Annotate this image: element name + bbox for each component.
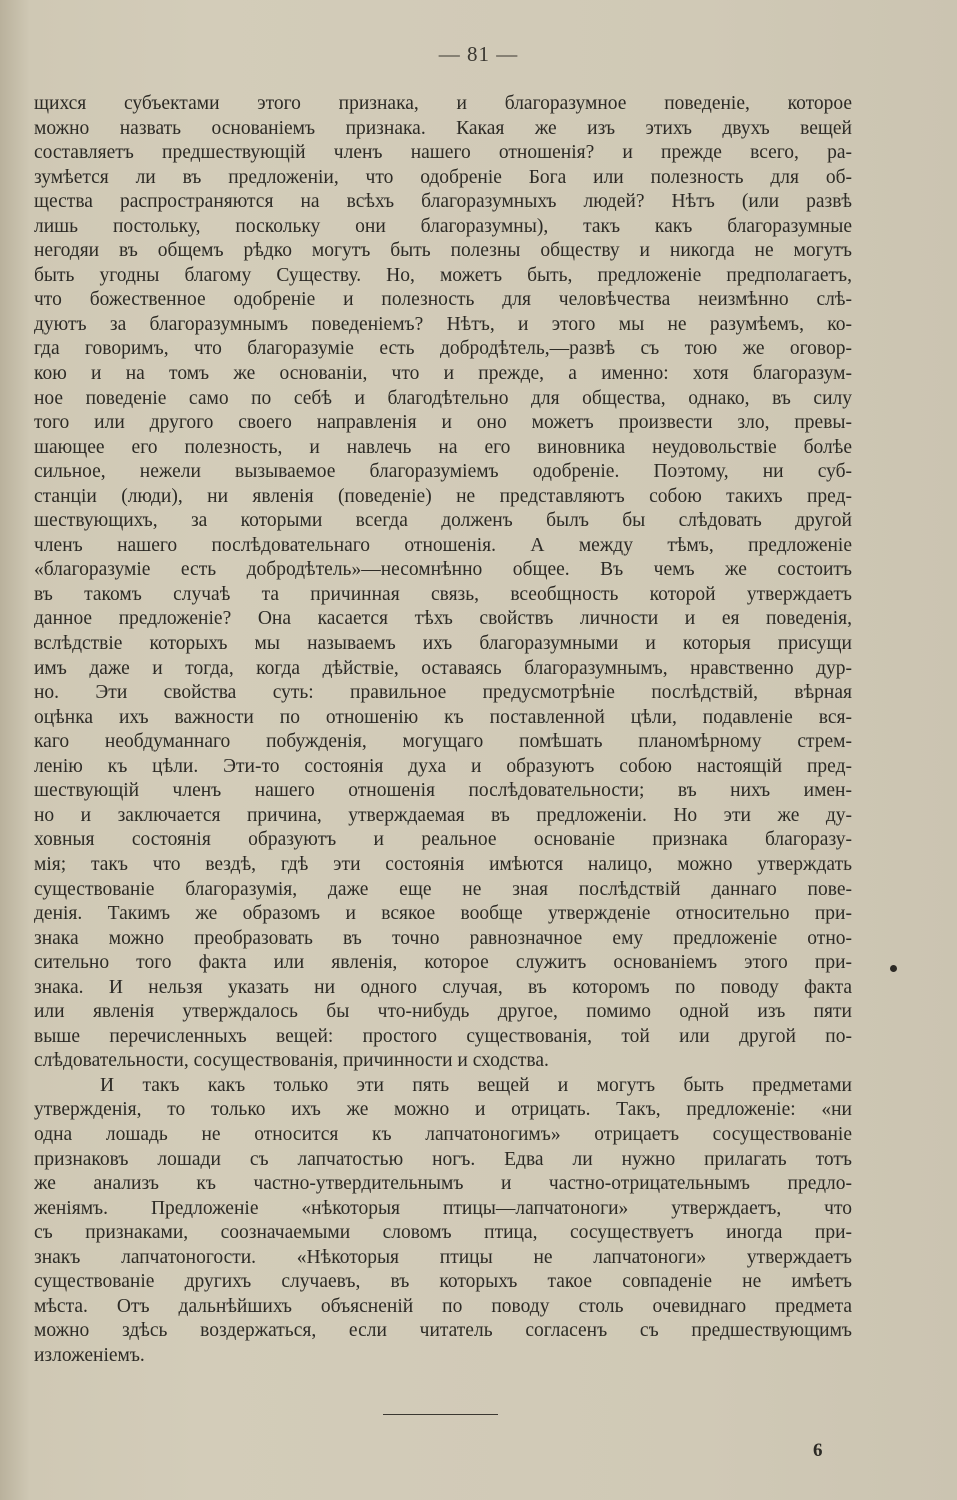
text-line: ленію къ цѣли. Эти-то состоянія духа и образуютъ собою настоящій пред- xyxy=(34,755,852,777)
text-line: знака. И нельзя указать ни одного случая, въ которомъ по поводу факта xyxy=(34,976,852,998)
text-line: знакъ лапчатоногости. «Нѣкоторыя птицы не лапчатоноги» утверждаетъ xyxy=(34,1246,852,1268)
text-line: щихся субъектами этого признака, и благоразумное поведеніе, которое xyxy=(34,93,852,114)
margin-dot xyxy=(890,965,897,972)
text-line: быть угодны благому Существу. Но, можетъ быть, предложеніе предполагаетъ, xyxy=(34,264,852,286)
text-line: оцѣнка ихъ важности по отношенію къ поставленной цѣли, подавленіе вся- xyxy=(34,706,852,728)
text-line: шествующій членъ нашего отношенія послѣдовательности; въ нихъ имен- xyxy=(34,780,852,802)
text-line: негодяи въ общемъ рѣдко могутъ быть полезны обществу и никогда не могутъ xyxy=(34,240,852,262)
text-line: женіямъ. Предложеніе «нѣкоторыя птицы—лапчатоноги» утверждаетъ, что xyxy=(34,1197,852,1219)
text-line: ховныя состоянія образуютъ и реальное основаніе признака благоразу- xyxy=(34,829,852,851)
text-line: или явленія утверждалось бы что-нибудь другое, помимо одной изъ пяти xyxy=(34,1001,852,1023)
signature-mark: 6 xyxy=(813,1440,823,1461)
text-line: слѣдовательности, сосуществованія, причинности и сходства. xyxy=(34,1050,549,1072)
text-line: можно назвать основаніемъ признака. Какая же изъ этихъ двухъ вещей xyxy=(34,117,852,139)
text-line: зумѣется ли въ предложеніи, что одобреніе Бога или полезность для об- xyxy=(34,166,852,188)
page-number: — 81 — xyxy=(438,42,519,66)
text-line: ное поведеніе само по себѣ и благодѣтельно для общества, однако, въ силу xyxy=(34,387,852,409)
text-line: существованіе другихъ случаевъ, въ которыхъ такое совпаденіе не имѣетъ xyxy=(34,1271,852,1293)
text-line: выше перечисленныхъ вещей: простого существованія, той или другой по- xyxy=(34,1025,852,1047)
text-line: имъ даже и тогда, когда дѣйствіе, оставаясь благоразумнымъ, нравственно дур- xyxy=(34,657,852,679)
text-line: кою и на томъ же основаніи, что и прежде, а именно: хотя благоразум- xyxy=(34,363,852,385)
text-line: признаковъ лошади съ лапчатостью ногъ. Едва ли нужно прилагать тотъ xyxy=(34,1148,852,1170)
text-line: денія. Такимъ же образомъ и всякое вообще утвержденіе относительно при- xyxy=(34,903,852,925)
text-line: въ такомъ случаѣ та причинная связь, всеобщность которой утверждаетъ xyxy=(34,583,852,605)
text-line: можно здѣсь воздержаться, если читатель согласенъ съ предшествующимъ xyxy=(34,1320,852,1342)
text-line: же анализъ къ частно-утвердительнымъ и частно-отрицательнымъ предло- xyxy=(34,1173,852,1195)
text-line: членъ нашего послѣдовательнаго отношенія. А между тѣмъ, предложеніе xyxy=(34,534,852,556)
text-line: составляетъ предшествующій членъ нашего отношенія? и прежде всего, ра- xyxy=(34,142,852,164)
text-line: одна лошадь не относится къ лапчатоногимъ» отрицаетъ сосуществованіе xyxy=(34,1123,852,1145)
text-line: сительно того факта или явленія, которое служитъ основаніемъ этого при- xyxy=(34,952,852,974)
text-line: утвержденія, то только ихъ же можно и отрицать. Такъ, предложеніе: «ни xyxy=(34,1099,852,1121)
text-line: но и заключается причина, утверждаемая въ предложеніи. Но эти же ду- xyxy=(34,804,852,826)
text-line: съ признаками, соозначаемыми словомъ птица, сосуществуетъ иногда при- xyxy=(34,1222,852,1244)
text-line: лишь постольку, поскольку они благоразумны), такъ какъ благоразумные xyxy=(34,215,852,237)
text-line: существованіе благоразумія, даже еще не зная послѣдствій даннаго пове- xyxy=(34,878,852,900)
text-line: но. Эти свойства суть: правильное предусмотрѣніе послѣдствій, вѣрная xyxy=(34,682,852,704)
text-line: вслѣдствіе которыхъ мы называемъ ихъ благоразумными и которыя присущи xyxy=(34,633,852,655)
text-line: гда говоримъ, что благоразуміе есть добродѣтель,—развѣ съ тою же оговор- xyxy=(34,338,852,360)
text-line: щества распространяются на всѣхъ благоразумныхъ людей? Нѣтъ (или развѣ xyxy=(34,191,852,213)
text-line: того или другого своего направленія и оно можетъ произвести зло, превы- xyxy=(34,412,852,434)
text-line: шающее его полезность, и навлечь на его виновника неудовольствіе болѣе xyxy=(34,436,852,458)
text-line: данное предложеніе? Она касается тѣхъ свойствъ личности и ея поведенія, xyxy=(34,608,852,630)
section-rule xyxy=(383,1414,498,1415)
text-line: что божественное одобреніе и полезность для человѣчества неизмѣнно слѣ- xyxy=(34,289,852,311)
text-line: мѣста. Отъ дальнѣйшихъ объясненій по поводу столь очевиднаго предмета xyxy=(34,1295,852,1317)
text-line: сильное, нежели вызываемое благоразуміемъ одобреніе. Поэтому, ни суб- xyxy=(34,461,852,483)
body-text xyxy=(34,92,852,1368)
text-line: «благоразуміе есть добродѣтель»—несомнѣнно общее. Въ чемъ же состоитъ xyxy=(34,559,852,581)
text-line: каго необдуманнаго побужденія, могущаго помѣшать планомѣрному стрем- xyxy=(34,731,852,753)
text-line: знака можно преобразовать въ точно равнозначное ему предложеніе отно- xyxy=(34,927,852,949)
text-line: мія; такъ что вездѣ, гдѣ эти состоянія имѣются налицо, можно утверждать xyxy=(34,853,852,875)
text-line: дуютъ за благоразумнымъ поведеніемъ? Нѣтъ, и этого мы не разумѣемъ, ко- xyxy=(34,313,852,335)
text-line: изложеніемъ. xyxy=(34,1344,145,1366)
text-line: И такъ какъ только эти пять вещей и могутъ быть предметами xyxy=(100,1074,852,1096)
text-line: шествующихъ, за которыми всегда долженъ былъ бы слѣдовать другой xyxy=(34,510,852,532)
text-line: станціи (люди), ни явленія (поведеніе) не представляютъ собою такихъ пред- xyxy=(34,485,852,507)
